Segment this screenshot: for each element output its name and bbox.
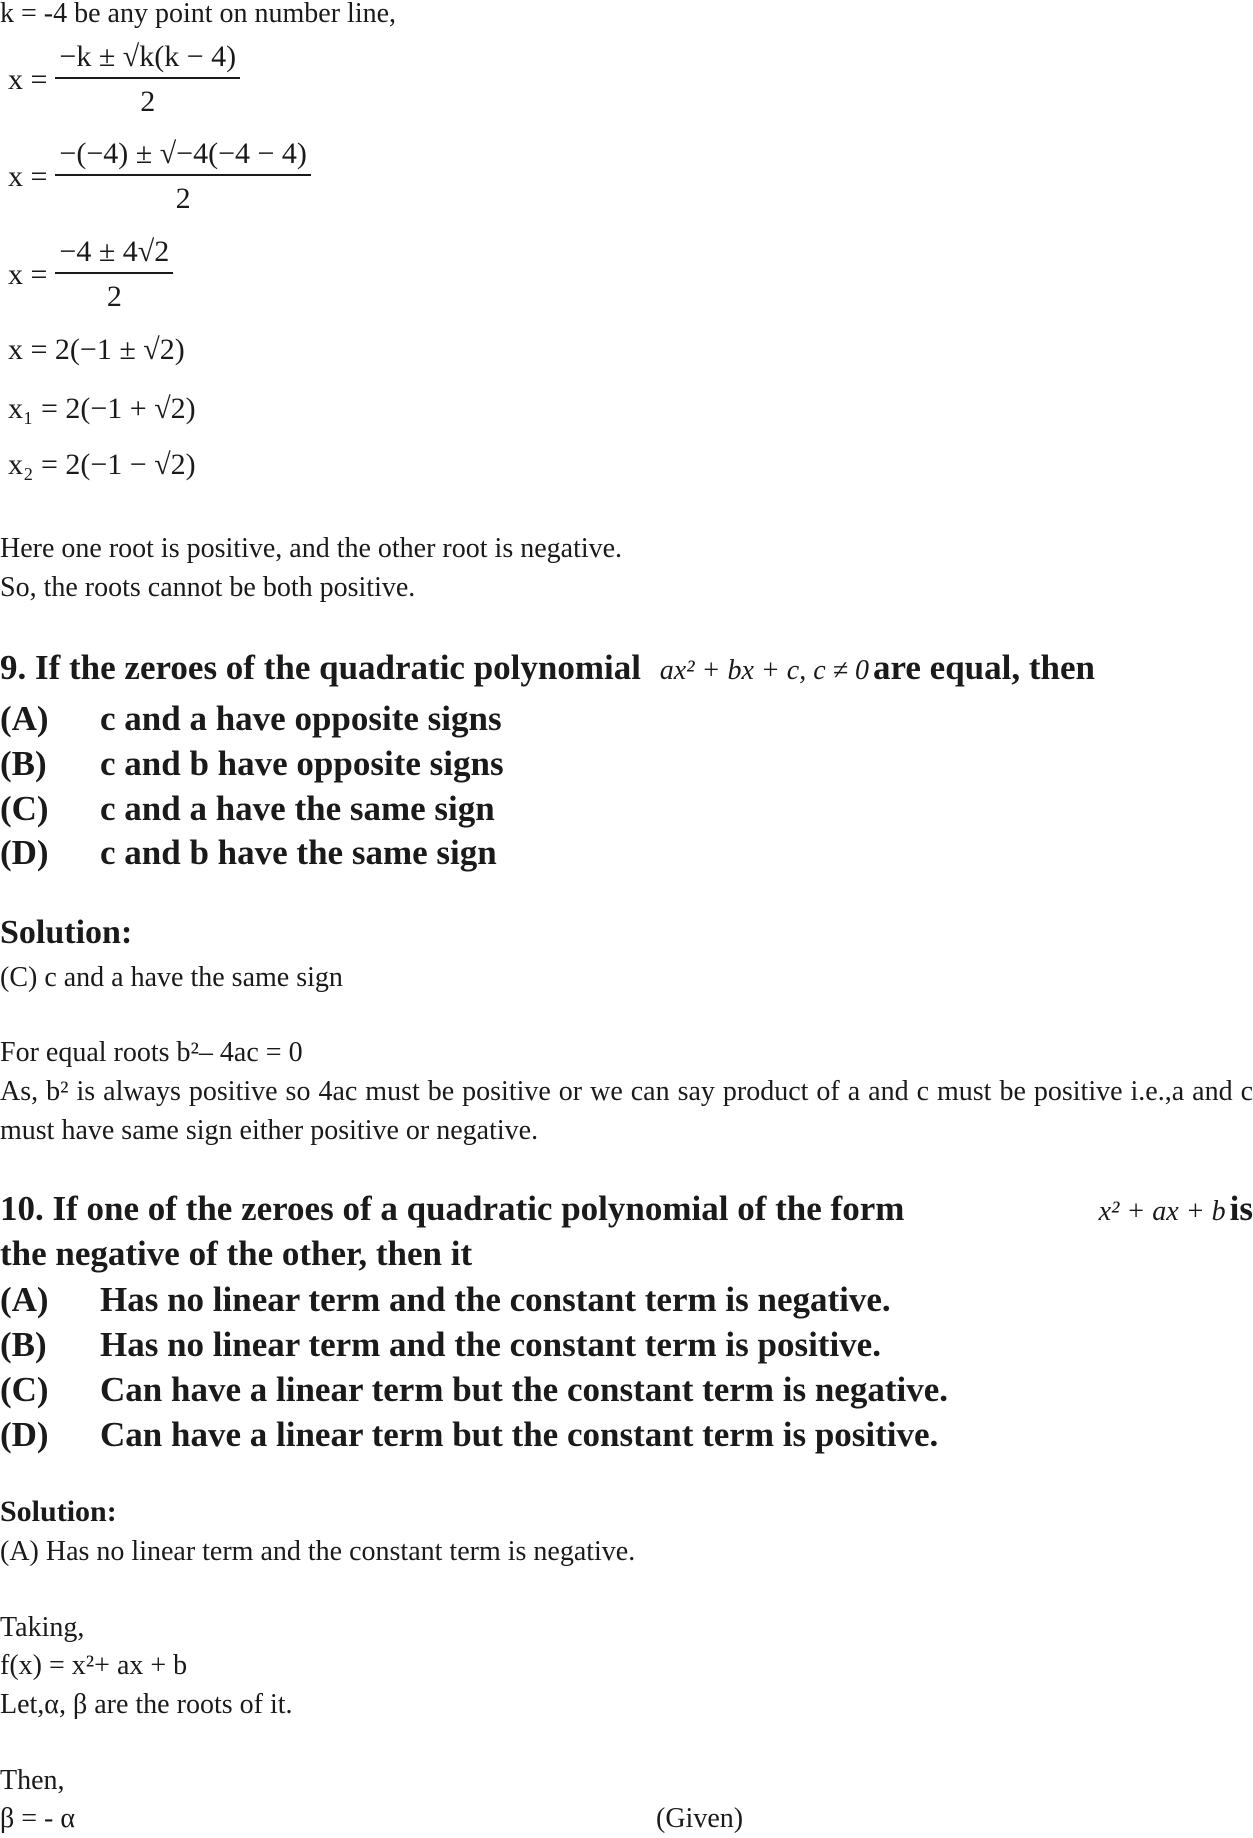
eq-numerator: −(−4) ± √−4(−4 − 4) — [55, 137, 311, 176]
q10-answer: (A) Has no linear term and the constant term is negative. — [0, 1536, 636, 1567]
question-expression: ax² + bx + c, c ≠ 0 — [659, 655, 869, 686]
option-text: c and b have the same sign — [100, 833, 497, 872]
equation-3 — [8, 235, 173, 314]
q9-option-d — [0, 833, 497, 873]
q10-line-4: Then, — [0, 1765, 65, 1796]
eq-numerator: −4 ± 4√2 — [55, 235, 173, 274]
option-text: c and a have opposite signs — [100, 699, 502, 738]
eq-lhs: x = — [8, 159, 48, 193]
q9-option-a — [0, 699, 502, 739]
q10-line-2: f(x) = x²+ ax + b — [0, 1650, 188, 1681]
question-tail: is — [1229, 1189, 1253, 1228]
equation-5: x₁ = 2(−1 + √2) — [8, 392, 196, 425]
question-text: 9. If the zeroes of the quadratic polynomial — [0, 648, 641, 687]
option-label: (A) — [0, 1280, 49, 1319]
q9-option-c — [0, 789, 495, 829]
option-text: Can have a linear term but the constant term is positive. — [100, 1415, 939, 1454]
q10-option-d — [0, 1415, 938, 1455]
eq-denominator: 2 — [175, 182, 191, 215]
equation-2 — [8, 137, 311, 216]
eq-lhs: x = — [8, 62, 48, 96]
intro-line: k = -4 be any point on number line, — [0, 0, 397, 29]
question-expression: x² + ax + b — [1098, 1196, 1226, 1227]
conclusion-line-1: Here one root is positive, and the other root is negative. — [0, 533, 623, 564]
q9-answer: (C) c and a have the same sign — [0, 962, 343, 993]
option-label: (C) — [0, 1370, 49, 1409]
q10-line-3: Let,α, β are the roots of it. — [0, 1689, 293, 1720]
question-9 — [0, 650, 1095, 685]
given-note: (Given) — [656, 1803, 744, 1834]
question-tail: are equal, then — [873, 648, 1095, 687]
option-label: (D) — [0, 1415, 49, 1454]
q9-line-1: For equal roots b²– 4ac = 0 — [0, 1037, 303, 1068]
q10-option-c — [0, 1370, 948, 1410]
q10-solution-heading: Solution: — [0, 1495, 117, 1528]
question-10 — [0, 1191, 1253, 1226]
option-text: Has no linear term and the constant term is negative. — [100, 1280, 891, 1319]
option-text: c and b have opposite signs — [100, 744, 504, 783]
eq-lhs: x = — [8, 257, 48, 291]
option-label: (A) — [0, 699, 49, 738]
q10-line-1: Taking, — [0, 1612, 85, 1643]
option-label: (B) — [0, 744, 47, 783]
q10-option-a — [0, 1280, 891, 1320]
option-text: c and a have the same sign — [100, 789, 495, 828]
eq-denominator: 2 — [106, 280, 122, 313]
q9-line-2: As, b² is always positive so 4ac must be positive or we can say product of a and c must be positive i.e.,a and c must have same sign either positive or negative. — [0, 1076, 1253, 1146]
option-label: (D) — [0, 833, 49, 872]
eq-denominator: 2 — [140, 85, 156, 118]
q9-solution-heading: Solution: — [0, 914, 133, 951]
question-10-line-2: the negative of the other, then it — [0, 1234, 473, 1273]
eq-numerator: −k ± √k(k − 4) — [55, 40, 240, 79]
equation-6: x₂ = 2(−1 − √2) — [8, 448, 196, 481]
q9-option-b — [0, 744, 504, 784]
q10-line-5: β = - α — [0, 1803, 76, 1834]
option-label: (C) — [0, 789, 49, 828]
q10-option-b — [0, 1325, 881, 1365]
equation-1 — [8, 40, 240, 119]
equation-4: x = 2(−1 ± √2) — [8, 333, 185, 366]
option-text: Can have a linear term but the constant term is negative. — [100, 1370, 948, 1409]
conclusion-line-2: So, the roots cannot be both positive. — [0, 572, 416, 603]
question-text: 10. If one of the zeroes of a quadratic polynomial of the form — [0, 1189, 905, 1228]
option-text: Has no linear term and the constant term is positive. — [100, 1325, 881, 1364]
option-label: (B) — [0, 1325, 47, 1364]
